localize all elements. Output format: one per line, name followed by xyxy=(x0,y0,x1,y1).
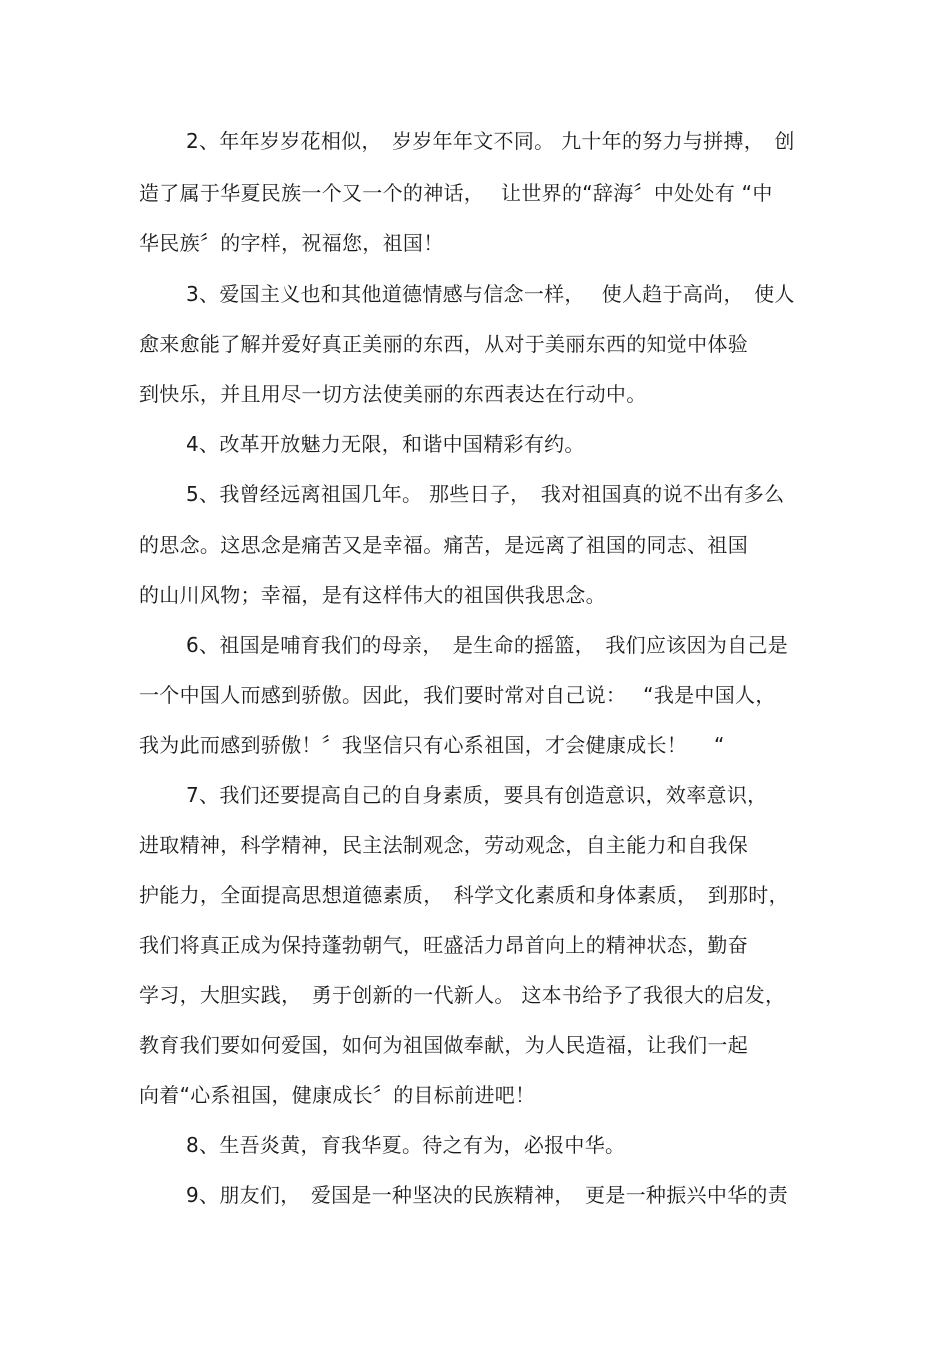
paragraph-7-line-3: 护能力，全面提高思想道德素质， 科学文化素质和身体素质， 到那时， xyxy=(139,883,789,907)
paragraph-9-line-1: 9、朋友们， 爱国是一种坚决的民族精神， 更是一种振兴中华的责 xyxy=(186,1183,789,1207)
paragraph-5-line-1: 5、我曾经远离祖国几年。 那些日子， 我对祖国真的说不出有多么 xyxy=(186,482,785,506)
paragraph-6-line-1: 6、祖国是哺育我们的母亲， 是生命的摇篮， 我们应该因为自己是 xyxy=(186,633,789,657)
paragraph-2-line-2: 造了属于华夏民族一个又一个的神话， 让世界的“辞海〞中处处有 “中 xyxy=(139,181,773,205)
paragraph-3-line-3: 到快乐，并且用尽一切方法使美丽的东西表达在行动中。 xyxy=(139,382,647,406)
paragraph-7-line-1: 7、我们还要提高自己的自身素质，要具有创造意识，效率意识， xyxy=(186,783,768,807)
paragraph-4-line-1: 4、改革开放魅力无限，和谐中国精彩有约。 xyxy=(186,432,585,456)
paragraph-2-line-3: 华民族〞的字样，祝福您，祖国！ xyxy=(139,231,444,255)
paragraph-3-line-1: 3、爱国主义也和其他道德情感与信念一样， 使人趋于高尚， 使人 xyxy=(186,282,795,306)
paragraph-6-line-2: 一个中国人而感到骄傲。因此，我们要时常对自己说： “我是中国人， xyxy=(139,683,776,707)
paragraph-5-line-2: 的思念。这思念是痛苦又是幸福。痛苦，是远离了祖国的同志、祖国 xyxy=(139,533,748,557)
paragraph-2-line-1: 2、年年岁岁花相似， 岁岁年年文不同。 九十年的努力与拼搏， 创 xyxy=(186,129,795,153)
paragraph-7-line-4: 我们将真正成为保持蓬勃朝气，旺盛活力昂首向上的精神状态，勤奋 xyxy=(139,933,748,957)
paragraph-8-line-1: 8、生吾炎黄，育我华夏。待之有为，必报中华。 xyxy=(186,1133,626,1157)
paragraph-5-line-3: 的山川风物；幸福，是有这样伟大的祖国供我思念。 xyxy=(139,583,606,607)
paragraph-7-line-6: 教育我们要如何爱国，如何为祖国做奉献，为人民造福，让我们一起 xyxy=(139,1033,748,1057)
paragraph-7-line-7: 向着“心系祖国，健康成长〞的目标前进吧！ xyxy=(139,1083,536,1107)
paragraph-7-line-5: 学习，大胆实践， 勇于创新的一代新人。 这本书给予了我很大的启发， xyxy=(139,983,786,1007)
paragraph-7-line-2: 进取精神，科学精神，民主法制观念，劳动观念，自主能力和自我保 xyxy=(139,833,748,857)
paragraph-3-line-2: 愈来愈能了解并爱好真正美丽的东西，从对于美丽东西的知觉中体验 xyxy=(139,332,748,356)
paragraph-6-line-3: 我为此而感到骄傲！〞我坚信只有心系祖国，才会健康成长！ “ xyxy=(139,733,725,757)
